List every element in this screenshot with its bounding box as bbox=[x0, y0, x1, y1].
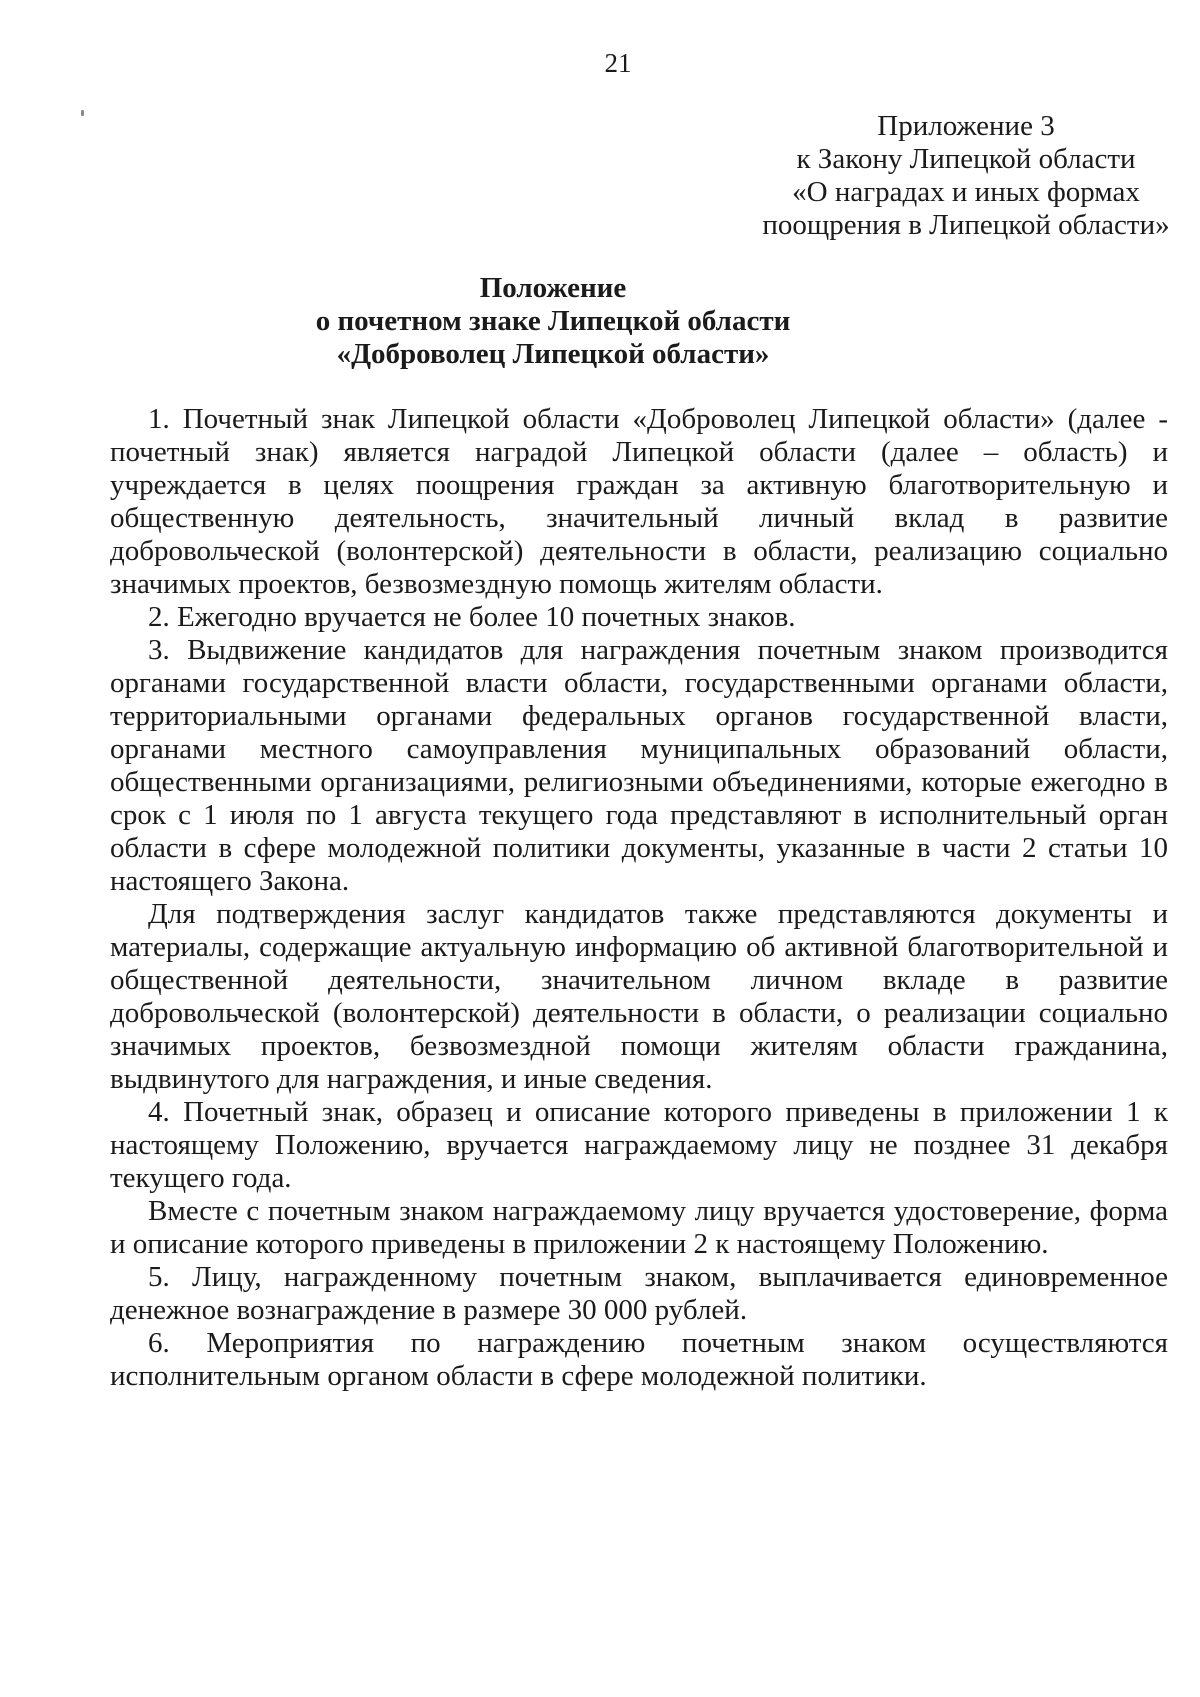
document-body bbox=[110, 403, 1168, 1393]
paragraph: 2. Ежегодно вручается не более 10 почетных знаков. bbox=[148, 601, 796, 633]
paragraph: 1. Почетный знак Липецкой области «Доброволец Липецкой области» (далее - почетный знак) является наградой Липецкой области (далее – область) и учреждается в целях поощрения граждан за активную благотворительную и общественную деятельность, значительный личный вклад в развитие добровольческой (волонтерской) деятельности в области, реализацию социально значимых проектов, безвозмездную помощь жителям области. bbox=[110, 403, 1168, 600]
paragraph: 3. Выдвижение кандидатов для награждения почетным знаком производится органами государственной власти области, государственными органами области, территориальными органами федеральных органов государственной власти, органами местного самоуправления муниципальных образований области, общественными организациями, религиозными объединениями, которые ежегодно в срок с 1 июля по 1 августа текущего года представляют в исполнительный орган области в сфере молодежной политики документы, указанные в части 2 статьи 10 настоящего Закона. bbox=[110, 634, 1168, 897]
document-title bbox=[0, 272, 1106, 371]
appendix-line: Приложение 3 bbox=[877, 110, 1055, 142]
title-line: «Доброволец Липецкой области» bbox=[336, 338, 770, 370]
paragraph: 4. Почетный знак, образец и описание которого приведены в приложении 1 к настоящему Положению, вручается награждаемому лицу не позднее 31 декабря текущего года. bbox=[110, 1096, 1168, 1194]
appendix-line: к Закону Липецкой области bbox=[796, 143, 1136, 175]
appendix-line: «О наградах и иных формах bbox=[792, 176, 1140, 208]
paragraph: Для подтверждения заслуг кандидатов также представляются документы и материалы, содержащие актуальную информацию об активной благотворительной и общественной деятельности, значительном личном вкладе в развитие добровольческой (волонтерской) деятельности в области, о реализации социально значимых проектов, безвозмездной помощи жителям области гражданина, выдвинутого для награждения, и иные сведения. bbox=[110, 898, 1168, 1095]
title-line: Положение bbox=[479, 272, 627, 304]
paragraph: 5. Лицу, награжденному почетным знаком, выплачивается единовременное денежное вознаграждение в размере 30 000 рублей. bbox=[110, 1261, 1168, 1326]
paragraph: 6. Мероприятия по награждению почетным знаком осуществляются исполнительным органом области в сфере молодежной политики. bbox=[110, 1327, 1168, 1392]
appendix-line: поощрения в Липецкой области» bbox=[762, 209, 1170, 241]
scan-artifact-dot bbox=[81, 110, 84, 116]
paragraph: Вместе с почетным знаком награждаемому лицу вручается удостоверение, форма и описание которого приведены в приложении 2 к настоящему Положению. bbox=[110, 1195, 1168, 1260]
page-number: 21 bbox=[604, 48, 632, 78]
appendix-reference-block bbox=[740, 110, 1192, 242]
title-line: о почетном знаке Липецкой области bbox=[315, 305, 791, 337]
